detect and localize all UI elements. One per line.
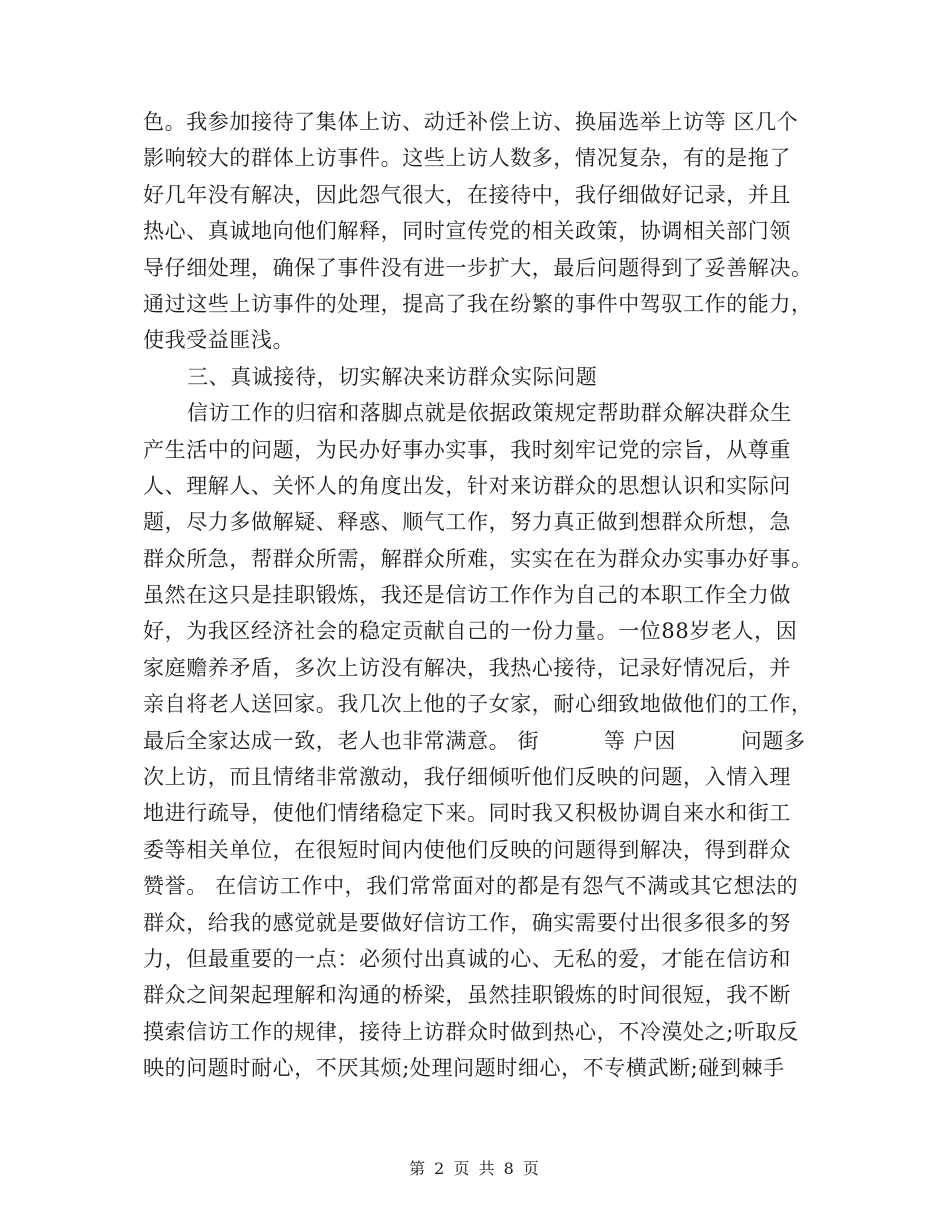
text-line: 色。我参加接待了集体上访、动迁补偿上访、换届选举上访等 区几个 bbox=[143, 110, 799, 134]
text-line: 人、理解人、关怀人的角度出发，针对来访群众的思想认识和实际问 bbox=[143, 473, 791, 498]
text-line: 好，为我区经济社会的稳定贡献自己的一份力量。一位88岁老人，因 bbox=[143, 619, 798, 644]
page-number-footer: 第 2 页 共 8 页 bbox=[409, 1159, 541, 1178]
text-line: 产生活中的问题，为民办好事办实事，我时刻牢记党的宗旨，从尊重 bbox=[143, 437, 791, 462]
text-line: 映的问题时耐心，不厌其烦;处理问题时细心，不专横武断;碰到棘手 bbox=[143, 1056, 785, 1081]
text-line: 家庭赡养矛盾，多次上访没有解决，我热心接待，记录好情况后，并 bbox=[143, 655, 791, 680]
text-line: 亲自将老人送回家。我几次上他的子女家，耐心细致地做他们的工作， bbox=[143, 692, 813, 717]
text-line: 题，尽力多做解疑、释惑、顺气工作，努力真正做到想群众所想，急 bbox=[143, 510, 791, 535]
text-line: 群众之间架起理解和沟通的桥梁，虽然挂职锻炼的时间很短，我不断 bbox=[143, 983, 791, 1008]
text-line: 影响较大的群体上访事件。这些上访人数多，情况复杂，有的是拖了 bbox=[143, 146, 791, 171]
text-line: 信访工作的归宿和落脚点就是依据政策规定帮助群众解决群众生 bbox=[187, 401, 792, 426]
text-line: 好几年没有解决，因此怨气很大，在接待中，我仔细做好记录，并且 bbox=[143, 182, 791, 207]
text-line: 力，但最重要的一点：必须付出真诚的心、无私的爱，才能在信访和 bbox=[143, 946, 791, 971]
text-line: 摸索信访工作的规律，接待上访群众时做到热心，不冷漠处之;听取反 bbox=[143, 1019, 799, 1044]
text-line: 使我受益匪浅。 bbox=[143, 328, 295, 353]
text-line: 地进行疏导，使他们情绪稳定下来。同时我又积极协调自来水和街工 bbox=[143, 801, 791, 826]
text-line: 群众，给我的感觉就是要做好信访工作，确实需要付出很多很多的努 bbox=[143, 910, 791, 935]
text-line: 赞誉。 在信访工作中，我们常常面对的都是有怨气不满或其它想法的 bbox=[143, 874, 799, 899]
text-line: 导仔细处理，确保了事件没有进一步扩大，最后问题得到了妥善解决。 bbox=[143, 255, 813, 280]
body-text bbox=[143, 104, 813, 1087]
text-line: 热心、真诚地向他们解释，同时宣传党的相关政策，协调相关部门领 bbox=[143, 219, 791, 244]
text-line: 虽然在这只是挂职锻炼，我还是信访工作作为自己的本职工作全力做 bbox=[143, 583, 791, 608]
text-line: 最后全家达成一致，老人也非常满意。 街 等 户因 问题多 bbox=[143, 728, 806, 753]
section-heading: 三、真诚接待，切实解决来访群众实际问题 bbox=[187, 364, 598, 389]
text-line: 委等相关单位，在很短时间内使他们反映的问题得到解决，得到群众 bbox=[143, 837, 791, 862]
text-line: 群众所急，帮群众所需，解群众所难，实实在在为群众办实事办好事。 bbox=[143, 546, 813, 571]
text-line: 通过这些上访事件的处理，提高了我在纷繁的事件中驾驭工作的能力， bbox=[143, 291, 813, 316]
text-line: 次上访，而且情绪非常激动，我仔细倾听他们反映的问题，入情入理 bbox=[143, 765, 791, 790]
